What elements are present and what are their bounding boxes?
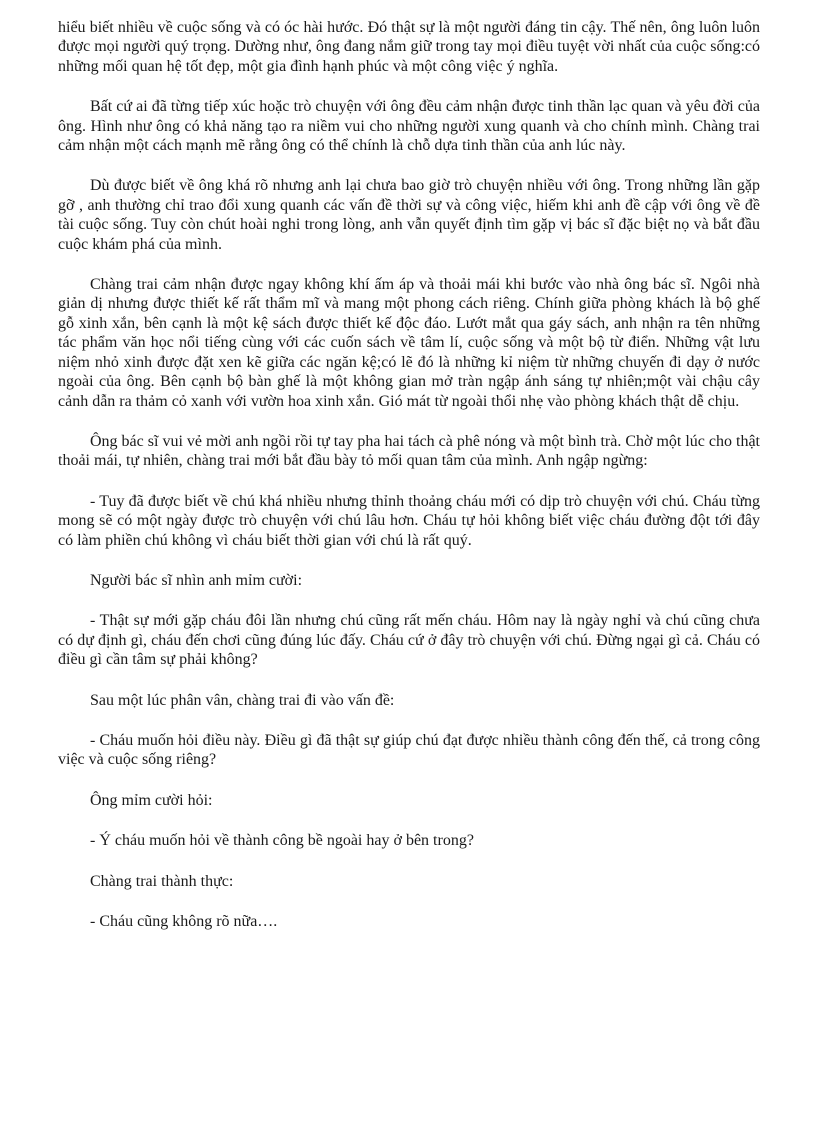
paragraph-10: - Cháu muốn hỏi điều này. Điều gì đã thật sự giúp chú đạt được nhiều thành công đến thế, cả trong công việc và cuộc sống riêng? [58, 731, 760, 769]
paragraph-2: Bất cứ ai đã từng tiếp xúc hoặc trò chuyện với ông đều cảm nhận được tinh thần lạc quan và yêu đời của ông. Hình như ông có khả năng tạo ra niềm vui cho những người xung quanh và cho chính mình. Chàng trai cảm nhận một cách mạnh mẽ rằng ông có thể chính là chỗ dựa tinh thần của anh lúc này. [58, 98, 760, 155]
paragraph-3: Dù được biết về ông khá rõ nhưng anh lại chưa bao giờ trò chuyện nhiều với ông. Trong những lần gặp gỡ , anh thường chỉ trao đổi xung quanh các vấn đề thời sự và công việc, hiếm khi anh đề cập với ông về đề tài cuộc sống. Tuy còn chút hoài nghi trong lòng, anh vẫn quyết định tìm gặp vị bác sĩ đặc biệt nọ và bắt đầu cuộc khám phá của mình. [58, 177, 760, 253]
document-page [58, 18, 760, 952]
paragraph-7: Người bác sĩ nhìn anh mỉm cười: [90, 571, 303, 589]
paragraph-14: - Cháu cũng không rõ nữa…. [90, 913, 278, 930]
paragraph-9: Sau một lúc phân vân, chàng trai đi vào vấn đề: [90, 691, 395, 709]
paragraph-4: Chàng trai cảm nhận được ngay không khí ấm áp và thoải mái khi bước vào nhà ông bác sĩ. Ngôi nhà giản dị nhưng được thiết kế rất thẩm mĩ và mang một phong cách riêng. Chính giữa phòng khách là bộ ghế gỗ xinh xắn, bên cạnh là một kệ sách được thiết kế độc đáo. Lướt mắt qua gáy sách, anh nhận ra tên những tác phẩm văn học nổi tiếng cùng với các cuốn sách về tâm lí, cuộc sống và một bộ từ điển. Những vật lưu niệm nhỏ xinh được đặt xen kẽ giữa các ngăn kệ;có lẽ đó là những kỉ niệm từ những chuyến đi dạy ở nước ngoài của ông. Bên cạnh bộ bàn ghế là một không gian mở tràn ngập ánh sáng tự nhiên;một vài chậu cây cảnh dẫn ra thảm cỏ xanh với vườn hoa xinh xắn. Gió mát từ ngoài thổi nhẹ vào phòng khách thật dễ chịu. [58, 276, 760, 410]
paragraph-6: - Tuy đã được biết về chú khá nhiều nhưng thỉnh thoảng cháu mới có dịp trò chuyện với chú. Cháu từng mong sẽ có một ngày được trò chuyện với chú lâu hơn. Cháu tự hỏi không biết việc cháu đường đột tới đây có làm phiền chú không vì cháu biết thời gian với chú là rất quý. [58, 492, 760, 549]
paragraph-5: Ông bác sĩ vui vẻ mời anh ngồi rồi tự tay pha hai tách cà phê nóng và một bình trà. Chờ một lúc cho thật thoải mái, tự nhiên, chàng trai mới bắt đầu bày tỏ mối quan tâm của mình. Anh ngập ngừng: [58, 432, 760, 470]
paragraph-12: - Ý cháu muốn hỏi về thành công bề ngoài hay ở bên trong? [90, 832, 474, 850]
paragraph-11: Ông mỉm cười hỏi: [90, 791, 213, 809]
paragraph-13: Chàng trai thành thực: [90, 872, 234, 890]
paragraph-1: hiểu biết nhiều về cuộc sống và có óc hài hước. Đó thật sự là một người đáng tin cậy. Thế nên, ông luôn luôn được mọi người quý trọng. Dường như, ông đang nắm giữ trong tay mọi điều tuyệt vời nhất của cuộc sống:có những mối quan hệ tốt đẹp, một gia đình hạnh phúc và một công việc ý nghĩa. [58, 19, 760, 75]
paragraph-8: - Thật sự mới gặp cháu đôi lần nhưng chú cũng rất mến cháu. Hôm nay là ngày nghỉ và chú cũng chưa có dự định gì, cháu đến chơi cũng đúng lúc đấy. Cháu cứ ở đây trò chuyện với chú. Đừng ngại gì cả. Cháu có điều gì cần tâm sự phải không? [58, 612, 760, 669]
